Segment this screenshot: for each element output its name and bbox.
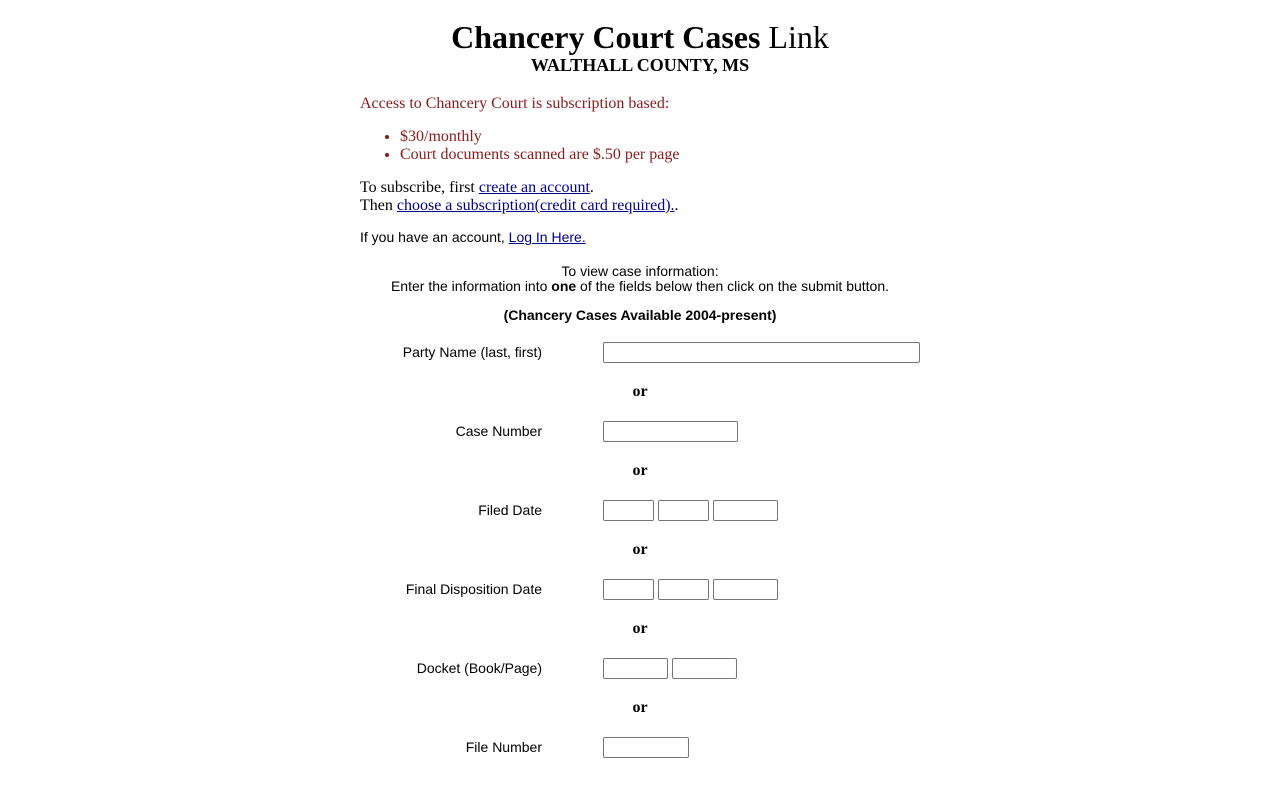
create-account-link[interactable]: create an account xyxy=(478,179,590,196)
or-separator-4: or xyxy=(632,620,648,637)
case-number-input[interactable] xyxy=(603,421,738,442)
final-disposition-fields xyxy=(603,579,778,600)
subscribe-prefix: To subscribe, first xyxy=(360,179,479,196)
or-separator-2: or xyxy=(632,462,648,479)
party-name-fields xyxy=(603,342,920,363)
file-number-fields xyxy=(603,737,689,758)
subscribe-instructions xyxy=(360,179,920,215)
subscribe-suffix: . xyxy=(589,179,594,196)
instructions-line2 xyxy=(0,279,1280,294)
county-subtitle: WALTHALL COUNTY, MS xyxy=(530,55,750,75)
disposition-year-input[interactable] xyxy=(713,579,778,600)
filed-date-year-input[interactable] xyxy=(713,500,778,521)
fee-list xyxy=(360,128,920,164)
final-disposition-row xyxy=(0,579,1280,601)
docket-row xyxy=(0,658,1280,680)
disposition-month-input[interactable] xyxy=(603,579,654,600)
docket-label: Docket (Book/Page) xyxy=(416,660,542,676)
file-number-row xyxy=(0,737,1280,759)
fee-item-documents: • Court documents scanned are $.50 per page xyxy=(400,146,920,164)
instructions-line2-prefix: Enter the information into xyxy=(390,278,552,294)
instructions-line2-bold: one xyxy=(551,278,577,294)
party-name-label: Party Name (last, first) xyxy=(402,344,542,360)
filed-date-label: Filed Date xyxy=(478,502,542,518)
page-header xyxy=(0,0,1280,75)
choose-subscription-link[interactable]: choose a subscription(credit card required). xyxy=(396,197,675,214)
login-link[interactable]: Log In Here. xyxy=(508,229,586,245)
filed-date-day-input[interactable] xyxy=(658,500,709,521)
filed-date-fields xyxy=(603,500,778,521)
disposition-day-input[interactable] xyxy=(658,579,709,600)
instructions-line1: To view case information: xyxy=(561,263,719,279)
intro-section xyxy=(360,94,920,245)
account-prefix: If you have an account, xyxy=(360,229,509,245)
search-instructions xyxy=(0,264,1280,294)
access-notice: Access to Chancery Court is subscription based: xyxy=(360,95,670,112)
case-number-fields xyxy=(603,421,738,442)
title-normal-part: Link xyxy=(768,19,829,55)
then-prefix: Then xyxy=(360,197,397,214)
page-title xyxy=(0,19,1280,55)
case-number-row xyxy=(0,421,1280,443)
case-number-label: Case Number xyxy=(455,423,542,439)
fee-item-monthly: • $30/monthly xyxy=(400,128,920,146)
or-separator-5: or xyxy=(632,699,648,716)
party-name-row xyxy=(0,342,1280,364)
docket-fields xyxy=(603,658,737,679)
docket-page-input[interactable] xyxy=(672,658,737,679)
title-bold-part: Chancery Court Cases xyxy=(451,19,761,55)
availability-note: (Chancery Cases Available 2004-present) xyxy=(503,307,777,323)
filed-date-row xyxy=(0,500,1280,522)
instructions-line2-suffix: of the fields below then click on the submit button. xyxy=(576,278,890,294)
filed-date-month-input[interactable] xyxy=(603,500,654,521)
party-name-input[interactable] xyxy=(603,342,920,363)
or-separator-1: or xyxy=(632,383,648,400)
account-login-line xyxy=(360,229,920,245)
file-number-label: File Number xyxy=(465,739,542,755)
docket-book-input[interactable] xyxy=(603,658,668,679)
or-separator-3: or xyxy=(632,541,648,558)
final-disposition-label: Final Disposition Date xyxy=(405,581,542,597)
then-suffix: . xyxy=(674,197,679,214)
file-number-input[interactable] xyxy=(603,737,689,758)
